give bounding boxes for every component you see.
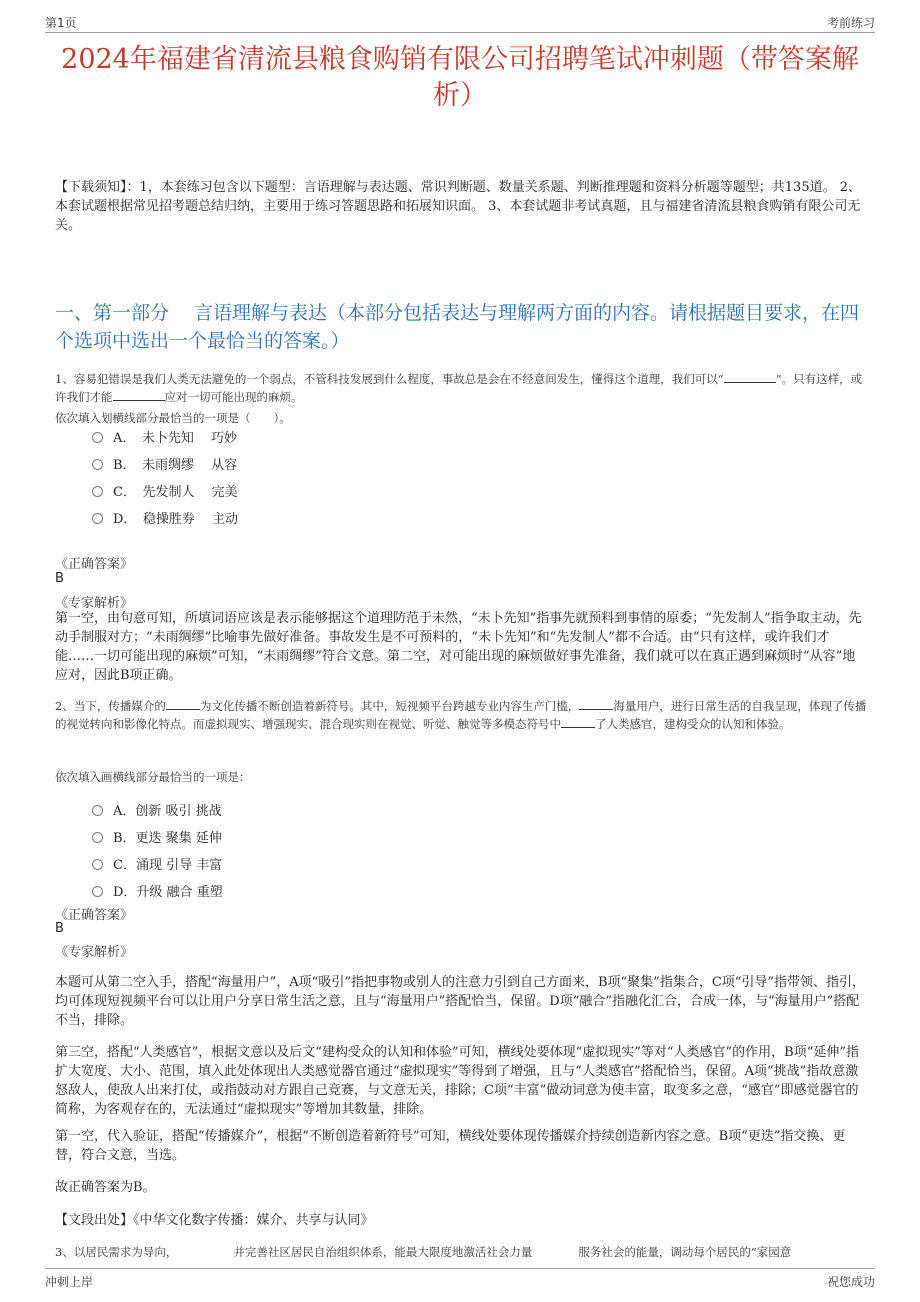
question-1-prompt: 依次填入划横线部分最恰当的一项是（ ）。 [55, 411, 291, 425]
question-2-prompt: 依次填入画横线部分最恰当的一项是： [55, 770, 251, 784]
analysis-label: 《专家解析》 [55, 945, 134, 960]
question-2-text: 2、当下，传播媒介的 为文化传播不断创造着新符号。其中，短视频平台跨越专业内容生产门槛， 海量用户，进行日常生活的自我呈现，体现了传播的视觉转向和影像化特点。而虚拟现实、增强现实、混合现实则在视觉、听觉、触觉等多模态符号中 了人类感官，建构受众的认知和体验。 [55, 699, 867, 731]
q2-analysis-paragraph: 本题可从第二空入手，搭配“海量用户”，A项“吸引”指把事物或别人的注意力引到自己方面来，B项“聚集”指集合，C项“引导”指带领、指引，均可体现短视频平台可以让用户分享日常生活之意，且与“海量用户”搭配恰当，保留。D项“融合”指融化汇合，合成一体，与“海量用户”搭配不当，排除。 [55, 975, 866, 1028]
answer-label: 《正确答案》 [55, 908, 134, 923]
section-title: 一、第一部分 言语理解与表达（本部分包括表达与理解两方面的内容。请根据题目要求，在四个选项中选出一个最恰当的答案。） [55, 302, 860, 352]
radio-icon[interactable] [92, 432, 103, 443]
document-title: 2024年福建省清流县粮食购销有限公司招聘笔试冲刺题（带答案解析） [61, 44, 859, 111]
radio-icon[interactable] [92, 832, 103, 843]
q2-source: 【文段出处】《中华文化数字传播：媒介、共享与认同》 [55, 1213, 374, 1228]
question-3-text: 3、以居民需求为导向， 并完善社区居民自治组织体系，能最大限度地激活社会力量 服务社会的能量，调动每个居民的“家园意 [55, 1245, 792, 1259]
radio-icon[interactable] [92, 805, 103, 816]
fill-blank [561, 715, 595, 728]
page-number: 第1页 [45, 16, 77, 30]
q2-option-b[interactable]: B．更迭 聚集 延伸 [92, 829, 222, 849]
page-header [45, 12, 875, 33]
q2-analysis-paragraph: 第三空，搭配“人类感官”，根据文意以及后文“建构受众的认知和体验”可知，横线处要体现“虚拟现实”等对“人类感官”的作用，B项“延伸”指扩大宽度、大小、范围，填入此处体现出人类感觉器官通过“虚拟现实”等得到了增强，且与“人类感官”搭配恰当，保留。A项“挑战”指故意激怒敌人，使敌人出来打仗，或指鼓动对方跟自己竞赛，与文意无关，排除；C项“丰富”做动词意为使丰富，取变多之意，“感官”即感觉器官的简称，为客观存在的，无法通过“虚拟现实”等增加其数量，排除。 [55, 1045, 860, 1117]
footer-right: 祝您成功 [826, 1275, 875, 1289]
answer-label: 《正确答案》 [55, 557, 134, 572]
q2-option-c[interactable]: C．涌现 引导 丰富 [92, 856, 222, 876]
footer-left: 冲刺上岸 [45, 1275, 94, 1289]
q1-answer: B [55, 571, 64, 586]
header-label: 考前练习 [826, 16, 875, 30]
q1-option-a[interactable]: A． 未卜先知 巧妙 [92, 429, 237, 449]
analysis-label: 《专家解析》 [55, 596, 134, 611]
q2-answer: B [55, 921, 64, 936]
q2-analysis-paragraph: 第一空，代入验证，搭配“传播媒介”，根据“不断创造着新符号”可知，横线处要体现传播媒介持续创造新内容之意。B项“更迭”指交换、更替，符合文意，当选。 [55, 1129, 846, 1163]
radio-icon[interactable] [92, 459, 103, 470]
question-1-text: 1、容易犯错误是我们人类无法避免的一个弱点，不管科技发展到什么程度，事故总是会在不经意间发生，懂得这个道理，我们可以“ ”。只有这样，或许我们才能 应对一切可能出现的麻烦。 [55, 372, 863, 404]
fill-blank [579, 697, 613, 710]
download-notice: 【下载须知】：1，本套练习包含以下题型：言语理解与表达题、常识判断题、数量关系题、判断推理题和资料分析题等题型；共135道。 2、本套试题根据常见招考题总结归纳，主要用于练习答题思路和拓展知识面。 3、本套试题非考试真题，且与福建省清流县粮食购销有限公司无关。 [55, 180, 861, 233]
q1-option-b[interactable]: B． 未雨绸缪 从容 [92, 456, 237, 476]
radio-icon[interactable] [92, 886, 103, 897]
fill-blank [113, 388, 165, 401]
page-footer [45, 1268, 875, 1289]
q1-option-c[interactable]: C． 先发制人 完美 [92, 483, 238, 503]
fill-blank [724, 370, 776, 383]
radio-icon[interactable] [92, 859, 103, 870]
radio-icon[interactable] [92, 486, 103, 497]
q2-option-d[interactable]: D．升级 融合 重塑 [92, 883, 223, 903]
q1-analysis: 第一空，由句意可知，所填词语应该是表示能够据这个道理防范于未然，“未卜先知”指事先就预料到事情的原委；“先发制人”指争取主动，先动手制服对方；“未雨绸缪”比喻事先做好准备。事故发生是不可预料的，“未卜先知”和“先发制人”都不合适。由“只有这样，或许我们才能……一切可能出现的麻烦”可知，“未雨绸缪”符合文意。第二空，对可能出现的麻烦做好事先准备，我们就可以在真正遇到麻烦时“从容”地应对，因此B项正确。 [55, 611, 862, 683]
q1-option-d[interactable]: D． 稳操胜券 主动 [92, 510, 238, 530]
fill-blank [166, 697, 200, 710]
q2-option-a[interactable]: A．创新 吸引 挑战 [92, 802, 222, 822]
radio-icon[interactable] [92, 513, 103, 524]
q2-analysis-conclusion: 故正确答案为B。 [55, 1180, 156, 1195]
